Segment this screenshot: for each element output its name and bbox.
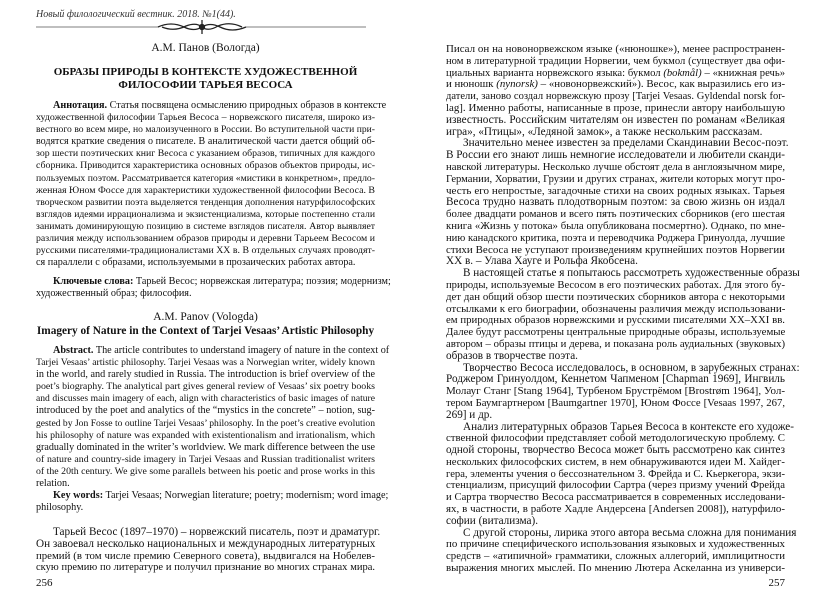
paragraph [446,137,789,268]
text-line: 269] и др. [446,408,493,421]
text-line: известность. Российским читателям он известен по романам «Великая [446,113,785,126]
text-line: игра», «Птицы», «Ледяной замок», а также нескольким рассказам. [446,125,763,138]
text-line: in the world, and rarely studied in Russia. The introduction is brief overview of the [36,369,375,381]
text-line: philosophy. [36,502,84,514]
text-line: ем природных образов норвежскими и русскими писателями XX–XXI вв. [446,314,785,327]
text-line: дет дан общий обзор шести поэтических сборников автора с некоторыми [446,290,785,303]
title-ru-line-2: ФИЛОСОФИИ ТАРЬЕЯ ВЕСОСА [118,78,293,91]
text-line: Анализ литературных образов Тарьея Весоса в контексте его художе- [463,420,794,433]
text-line: софии (витализма). [446,514,538,527]
text-line: художественной философии Тарьея Весоса – норвежского писателя, широко из- [36,112,375,124]
text-line: занимать доминирующую позицию в системе взглядов писателя. Автор выявляет [36,220,375,232]
lead-label: Аннотация. [53,100,108,111]
text-line: автором – образы птицы и дерева, и показана роль аудиальных (звуковых) [446,337,785,350]
page-number-right: 257 [768,577,785,589]
page-number-left: 256 [36,577,53,589]
text-line: Германии, Хорватии, Грузии и других странах, жители которых могут про- [446,173,785,185]
text-line: одной стороны, творчество Весоса может быть рассмотрено как синтез [446,444,785,457]
text-line: стихи Весоса не уступают произведениям крупнейших поэтов Норвегии [446,243,785,256]
text-line: честь его непростые, загадочные стихи на своих родных языках. Тарьея [446,184,785,197]
text-line: взглядов идеями иррационализма и экзистенциализма, которые постепенно стали [36,208,375,220]
text-line: сборника. Приводится характеристика основных образов объектов природы, ис- [36,160,375,172]
text-line: пользуемых поэтом. Рассматривается категория «мистики в конкретном», предло- [36,172,375,184]
lead-label: Ключевые слова: [53,276,134,287]
text-line: gradually dominated in the writer’s worldview. We mark difference between the use [36,441,375,453]
text-line: художественный образ; философия. [36,288,192,300]
text-line: русскими писателями-традиционалистами XX в. В отдельных случаях проводят- [36,245,375,257]
text-line: и Сартра творчество Весоса рассматривается в современных исследовани- [446,492,785,504]
text-line: водятся краткие сведения о писателе. В аналитической части дается общий об- [36,136,375,148]
text-line: Abstract. The article contributes to understand imagery of nature in the context of [53,345,390,356]
text-line: скую премию по литературе и получил признание во многих странах мира. [36,562,375,574]
text-line: Значительно менее известен за пределами Скандинавии Весос-поэт. [463,137,789,150]
running-header: Новый филологический вестник. 2018. №1(44). [36,9,236,20]
text-line: гера, элементы учения о бессознательном З. Фрейда и С. Кьеркегора, экзи- [446,468,785,480]
text-line: of nature and country-side imagery in Tarjei Vesaas and Russian traditionalist writers [36,453,375,465]
text-line: книга «Жизнь у потока» была опубликована посмертно). Однако, по мне- [446,219,785,232]
text-line: нескольких философских систем, в нем обнаруживаются идеи М. Хайдег- [446,455,785,468]
author-ru: А.М. Панов (Вологда) [151,42,260,54]
abstract-en [36,345,390,490]
text-line: Творчество Весоса исследовалось, в основном, в зарубежных странах: [463,361,800,374]
text-line: В России его знают лишь немногие исследователи и любители сканди- [446,149,785,162]
paragraph [446,420,794,528]
text-line: нию канадского критика, поэта и переводчика Роджера Гринуолда, лучшие [446,232,785,244]
text-line: Далее будут рассмотрены центральные природные образы, используемые [446,326,786,339]
text-line: тером Баумгартнером [Baumgartner 1970], Юном Фоссе [Vesaas 1997, 267, [446,396,785,409]
text-line: Писал он на новонорвежском языке («нюношке»), менее распространен- [446,43,785,55]
text-line: более двадцати романов и всего пять поэтических сборников (его шестая [446,208,785,221]
text-line: стенциализм, присущий философии Сартра (через призму учений Фрейда [446,479,785,492]
text-line: Весоса трудно назвать плодотворным поэтом: за свою жизнь он издал [446,196,785,209]
text-line: выражения многих мыслей. По мнению Лютера Аскеланна из универси- [446,562,785,575]
body-text-left [36,526,381,574]
text-line: зор шести поэтических книг Весоса с указанием образов, типичных для каждого [36,148,375,160]
ornament-divider [36,20,366,34]
text-line: relation. [36,478,70,490]
text-line: Роджером Гринуолдом, Кеннетом Чапменом [Chapman 1969], Ингвиль [446,373,785,386]
body-text-right [446,43,800,575]
text-line: С другой стороны, лирика этого автора весьма сложна для понимания [463,526,797,539]
italic-term: (nynorsk) [496,78,538,91]
paragraph [446,267,800,362]
title-ru-line-1: ОБРАЗЫ ПРИРОДЫ В КОНТЕКСТЕ ХУДОЖЕСТВЕННОЙ [53,66,358,78]
title-en: Imagery of Nature in the Context of Tarjei Vesaas’ Artistic Philosophy [36,325,375,337]
lead-label: Abstract. [53,345,94,356]
text-line: ся параллели с образами, используемыми в прозаических работах автора. [36,257,356,269]
text-line: of the 20th century. We give some parallels between his poetic and prose works in this [36,465,375,477]
text-line: образов в творчестве поэта. [446,349,578,362]
text-line: творческом развитии поэта выделяется тенденция дополнения натурфилософских [36,196,376,208]
text-line: и нюношк (nynorsk) – «новонорвежский»). Весос, как выразились его из- [446,78,786,91]
lead-label: Key words: [53,490,104,501]
paragraph [446,44,785,138]
text-line: Аннотация. Статья посвящена осмыслению природных образов в контексте [53,100,387,111]
text-line: различия между использованием образов природы и деревни Тарьеем Весосом и [36,233,375,245]
text-line: XX в. – Улава Хауге и Рольфа Якобсена. [446,255,638,268]
text-line: his philosophy of nature was expanded with existentionalism and irrationalism, which [36,429,375,441]
paragraph [446,526,797,575]
text-line: женная Юном Фоссе для характеристики художественной философии Весоса. В [36,184,375,196]
text-line: Тарьей Весос (1897–1970) – норвежский писатель, поэт и драматург. [53,526,381,538]
text-line: Молауг Станг [Stang 1964], Турбеном Брустрёмом [Brostrøm 1964], Уол- [446,385,785,398]
author-en: A.M. Panov (Vologda) [153,311,258,323]
text-line: ном в литературной традиции Норвегии, чем букмол (существует два офи- [446,55,785,67]
text-line: навской литературы. Несколько лучше обстоят дела в англоязычном мире, [446,160,785,173]
italic-term: (bokmål) [663,67,702,79]
text-line: природы, используемые Весосом в его поэтических работах. Для этого бу- [446,279,785,291]
text-line: датели, заново создал норвежскую прозу [Tarjei Vesaas. Gyldendal norsk for- [446,91,785,103]
keywords-ru [36,276,391,300]
text-line: циальных варианта норвежского языка: букмол (bokmål) – «книжная речь» [446,67,785,79]
text-line: Ключевые слова: Тарьей Весос; норвежская литература; поэзия; модернизм; [53,276,391,287]
paragraph [446,361,800,422]
text-line: ях, в частности, в работе Хадле Андерсена [Andersen 2008]), натурфило- [446,503,785,516]
text-line: отсылками к его биографии, обозначены различия между использовани- [446,302,786,315]
text-line: ственной философии представляет собой методологическую проблему. С [446,432,785,445]
text-line: В настоящей статье я попытаюсь рассмотреть художественные образы [463,267,800,280]
keywords-en [36,490,389,514]
text-line: and discusses main imagery of each, align with characteristics of basic images of nature [36,393,375,405]
right-page [410,0,820,609]
text-line: средств – «атипичной» грамматики, сложных аллегорий, имплицитности [446,550,785,563]
text-line: Он завоевал несколько национальных и международных литературных [36,537,376,550]
abstract-ru [36,100,387,269]
text-line: introduced by the poet and analytics of the “mystics in the concrete” – notion, sug- [36,405,375,417]
text-line: lag]. Именно работы, написанные в прозе, принесли автору наибольшую [446,101,785,114]
text-line: poet’s biography. The analytical part gives general review of Vesaas’ six poetry books [36,381,375,393]
text-line: премий (в том числе премию Северного совета), выдвигался на Нобелев- [36,549,375,562]
text-line: Tarjei Vesaas’ artistic philosophy. Tarjei Vesaas was a Norwegian writer, widely known [36,357,375,369]
text-line: вестного во всем мире, но малоизученного в России. Во вступительной части при- [36,124,375,136]
text-line: по причине специфического использования языковых и художественных [446,538,785,551]
text-line: Key words: Tarjei Vesaas; Norwegian literature; poetry; modernism; word image; [53,490,389,501]
text-line: gested by Jon Fosse to outline Tarjei Vesaas’ philosophy. In the poet’s creative evolution [36,417,375,429]
